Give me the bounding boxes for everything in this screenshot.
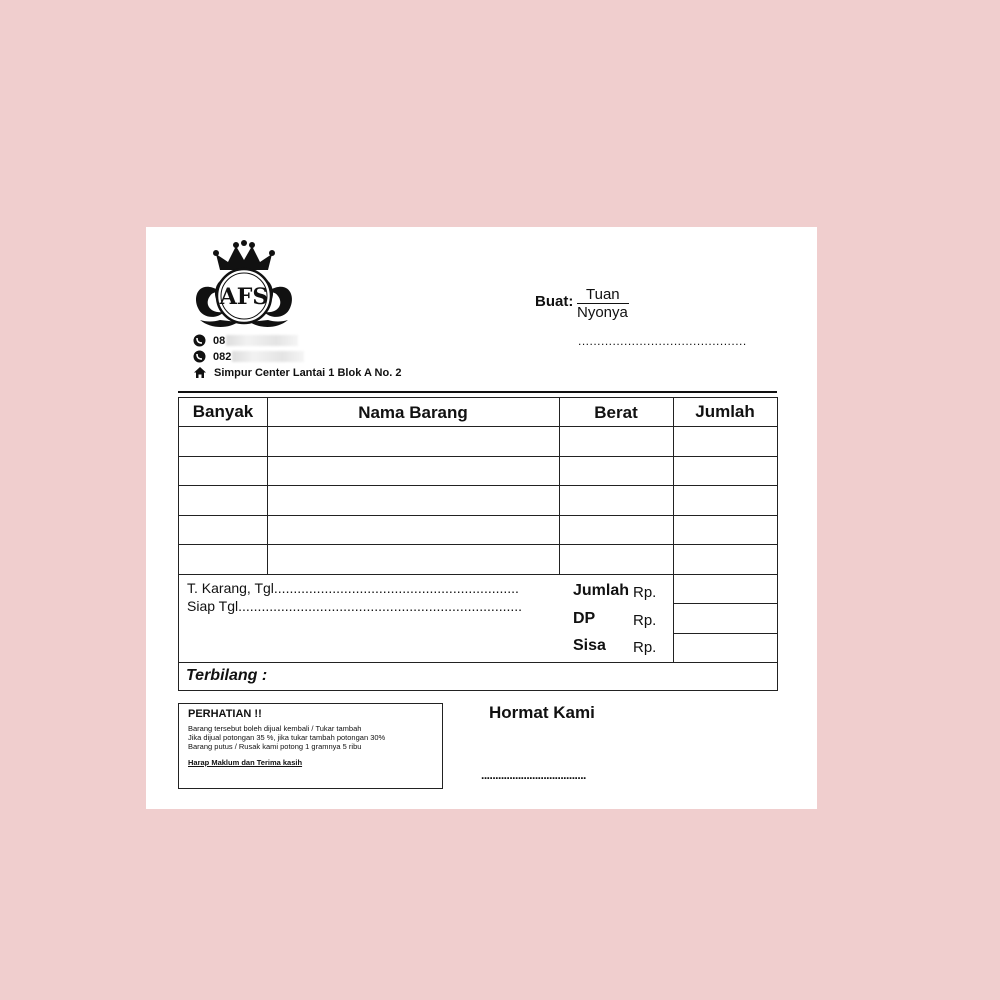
items-table	[178, 397, 778, 691]
dp-label: DP	[573, 610, 596, 627]
notice-box	[178, 703, 443, 789]
hormat-kami-label: Hormat Kami	[489, 703, 595, 722]
column-header-nama-barang: Nama Barang	[358, 403, 468, 422]
logo-monogram: AFS	[219, 284, 269, 310]
siap-tanggal-line: Siap Tgl.........................................................................	[187, 598, 523, 614]
notice-line-2: Jika dijual potongan 35 %, jika tukar tambah potongan 30%	[188, 733, 386, 742]
column-header-banyak: Banyak	[192, 402, 254, 421]
phone-line-1	[193, 334, 298, 347]
notice-title: PERHATIAN !!	[188, 708, 262, 720]
home-icon	[193, 366, 207, 379]
dp-currency: Rp.	[633, 612, 657, 629]
notice-thanks: Harap Maklum dan Terima kasih	[188, 758, 303, 767]
signature-line: .....................................	[481, 768, 586, 782]
phone-redaction	[232, 351, 304, 362]
afs-crown-logo	[190, 240, 298, 332]
title-tuan: Tuan	[586, 286, 620, 303]
sisa-label: Sisa	[573, 637, 606, 654]
header-divider	[178, 391, 777, 393]
jumlah-label: Jumlah	[573, 582, 630, 599]
buat-label: Buat:	[535, 293, 574, 310]
tanggal-line: T. Karang, Tgl...............................................................	[187, 580, 519, 596]
phone-number-1: 08	[213, 334, 226, 347]
whatsapp-icon	[193, 334, 206, 347]
phone-redaction	[226, 335, 298, 346]
notice-line-3: Barang putus / Rusak kami potong 1 gramnya 5 ribu	[188, 742, 362, 751]
column-header-berat: Berat	[594, 403, 638, 422]
address-text: Simpur Center Lantai 1 Blok A No. 2	[214, 366, 402, 379]
notice-line-1: Barang tersebut boleh dijual kembali / Tukar tambah	[188, 724, 362, 733]
sisa-currency: Rp.	[633, 639, 657, 656]
terbilang-label: Terbilang :	[186, 667, 268, 684]
phone-number-2: 082	[213, 350, 232, 363]
phone-line-2	[193, 350, 304, 363]
title-nyonya: Nyonya	[577, 304, 628, 321]
address-line	[193, 366, 401, 379]
column-header-jumlah: Jumlah	[695, 402, 755, 421]
whatsapp-icon	[193, 350, 206, 363]
customer-name-field[interactable]: ............................................	[578, 334, 747, 348]
jumlah-currency: Rp.	[633, 584, 657, 601]
